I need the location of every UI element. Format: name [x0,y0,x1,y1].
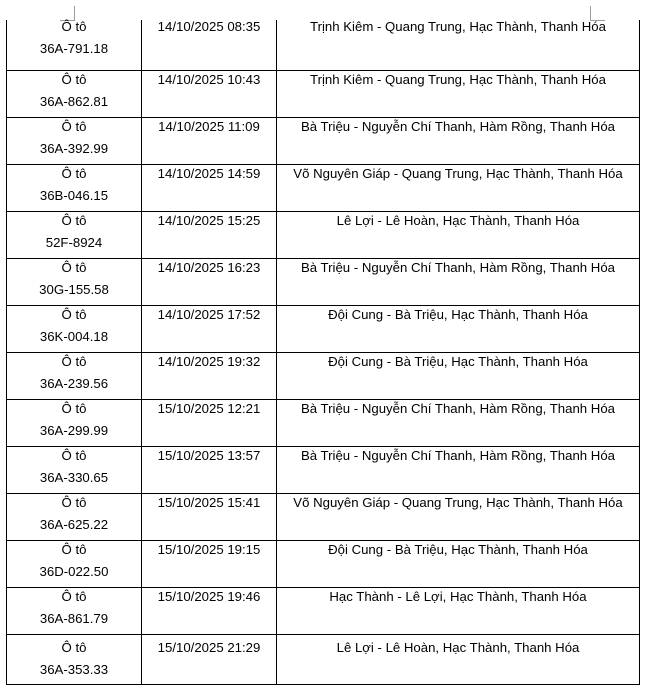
violation-time: 14/10/2025 14:59 [157,165,261,181]
location-cell [277,258,640,305]
vehicle-cell [7,587,142,634]
license-plate: 52F-8924 [45,234,103,250]
license-plate: 36A-353.33 [39,661,109,677]
violation-location: Lê Lợi - Lê Hoàn, Hạc Thành, Thanh Hóa [336,212,580,228]
license-plate: 30G-155.58 [39,281,109,297]
violation-location: Lê Lợi - Lê Hoàn, Hạc Thành, Thanh Hóa [336,639,580,655]
vehicle-type: Ô tô [61,165,87,181]
violation-time: 15/10/2025 19:46 [157,588,261,604]
vehicle-cell [7,399,142,446]
violation-location: Bà Triệu - Nguyễn Chí Thanh, Hàm Rồng, Thanh Hóa [301,447,615,463]
vehicle-type: Ô tô [61,71,87,87]
table-row [7,540,640,587]
time-cell [142,352,277,399]
vehicle-type: Ô tô [61,353,87,369]
vehicle-type: Ô tô [61,588,87,604]
time-cell [142,540,277,587]
violation-time: 14/10/2025 10:43 [157,71,261,87]
violation-time: 15/10/2025 19:15 [157,541,261,557]
vehicle-cell [7,493,142,540]
vehicle-type: Ô tô [61,259,87,275]
time-cell [142,634,277,684]
vehicle-cell [7,117,142,164]
violation-time: 14/10/2025 15:25 [157,212,261,228]
location-cell [277,399,640,446]
license-plate: 36B-046.15 [39,187,109,203]
violation-time: 14/10/2025 19:32 [157,353,261,369]
vehicle-cell [7,20,142,70]
vehicle-type: Ô tô [61,19,87,34]
time-cell [142,587,277,634]
location-cell [277,587,640,634]
time-cell [142,399,277,446]
table-row [7,305,640,352]
vehicle-cell [7,305,142,352]
location-cell [277,117,640,164]
location-cell [277,540,640,587]
vehicle-cell [7,164,142,211]
vehicle-type: Ô tô [61,541,87,557]
time-cell [142,305,277,352]
violation-location: Trịnh Kiêm - Quang Trung, Hạc Thành, Thanh Hóa [310,19,606,34]
location-cell [277,164,640,211]
violation-location: Võ Nguyên Giáp - Quang Trung, Hạc Thành, Thanh Hóa [293,494,623,510]
table-row [7,587,640,634]
license-plate: 36D-022.50 [39,563,109,579]
vehicle-cell [7,211,142,258]
vehicle-cell [7,258,142,305]
violation-location: Đội Cung - Bà Triệu, Hạc Thành, Thanh Hóa [328,353,588,369]
violation-time: 15/10/2025 12:21 [157,400,261,416]
time-cell [142,20,277,70]
violations-table-body [7,20,640,684]
violation-time: 15/10/2025 13:57 [157,447,261,463]
table-row [7,70,640,117]
violation-location: Bà Triệu - Nguyễn Chí Thanh, Hàm Rồng, Thanh Hóa [301,118,615,134]
time-cell [142,493,277,540]
license-plate: 36A-791.18 [39,41,109,56]
license-plate: 36A-861.79 [39,610,109,626]
vehicle-type: Ô tô [61,400,87,416]
license-plate: 36A-392.99 [39,140,109,156]
violation-location: Hạc Thành - Lê Lợi, Hạc Thành, Thanh Hóa [329,588,587,604]
location-cell [277,211,640,258]
vehicle-type: Ô tô [61,118,87,134]
location-cell [277,70,640,117]
vehicle-cell [7,446,142,493]
time-cell [142,258,277,305]
location-cell [277,20,640,70]
location-cell [277,493,640,540]
violation-time: 15/10/2025 21:29 [157,639,261,655]
table-row [7,117,640,164]
violations-table [6,20,640,685]
vehicle-type: Ô tô [61,494,87,510]
license-plate: 36A-299.99 [39,422,109,438]
time-cell [142,117,277,164]
table-row [7,446,640,493]
violation-time: 14/10/2025 11:09 [158,118,260,134]
table-row [7,399,640,446]
violation-time: 14/10/2025 16:23 [157,259,261,275]
time-cell [142,211,277,258]
time-cell [142,446,277,493]
time-cell [142,70,277,117]
license-plate: 36A-239.56 [39,375,109,391]
vehicle-cell [7,70,142,117]
vehicle-type: Ô tô [61,447,87,463]
table-row [7,352,640,399]
vehicle-cell [7,540,142,587]
time-cell [142,164,277,211]
vehicle-cell [7,352,142,399]
license-plate: 36K-004.18 [39,328,109,344]
table-row [7,634,640,684]
violation-time: 14/10/2025 08:35 [157,19,261,34]
violation-location: Trịnh Kiêm - Quang Trung, Hạc Thành, Thanh Hóa [310,71,606,87]
violation-location: Bà Triệu - Nguyễn Chí Thanh, Hàm Rồng, Thanh Hóa [301,259,615,275]
vehicle-type: Ô tô [61,306,87,322]
license-plate: 36A-330.65 [39,469,109,485]
vehicle-type: Ô tô [61,639,87,655]
table-row [7,20,640,70]
vehicle-type: Ô tô [61,212,87,228]
table-row [7,211,640,258]
violation-time: 15/10/2025 15:41 [157,494,261,510]
location-cell [277,446,640,493]
location-cell [277,352,640,399]
table-row [7,164,640,211]
violation-location: Bà Triệu - Nguyễn Chí Thanh, Hàm Rồng, Thanh Hóa [301,400,615,416]
violation-location: Đội Cung - Bà Triệu, Hạc Thành, Thanh Hóa [328,541,588,557]
location-cell [277,634,640,684]
license-plate: 36A-625.22 [39,516,109,532]
violation-time: 14/10/2025 17:52 [157,306,261,322]
violation-location: Đội Cung - Bà Triệu, Hạc Thành, Thanh Hóa [328,306,588,322]
location-cell [277,305,640,352]
table-row [7,258,640,305]
vehicle-cell [7,634,142,684]
table-row [7,493,640,540]
violation-location: Võ Nguyên Giáp - Quang Trung, Hạc Thành, Thanh Hóa [293,165,623,181]
license-plate: 36A-862.81 [39,93,109,109]
